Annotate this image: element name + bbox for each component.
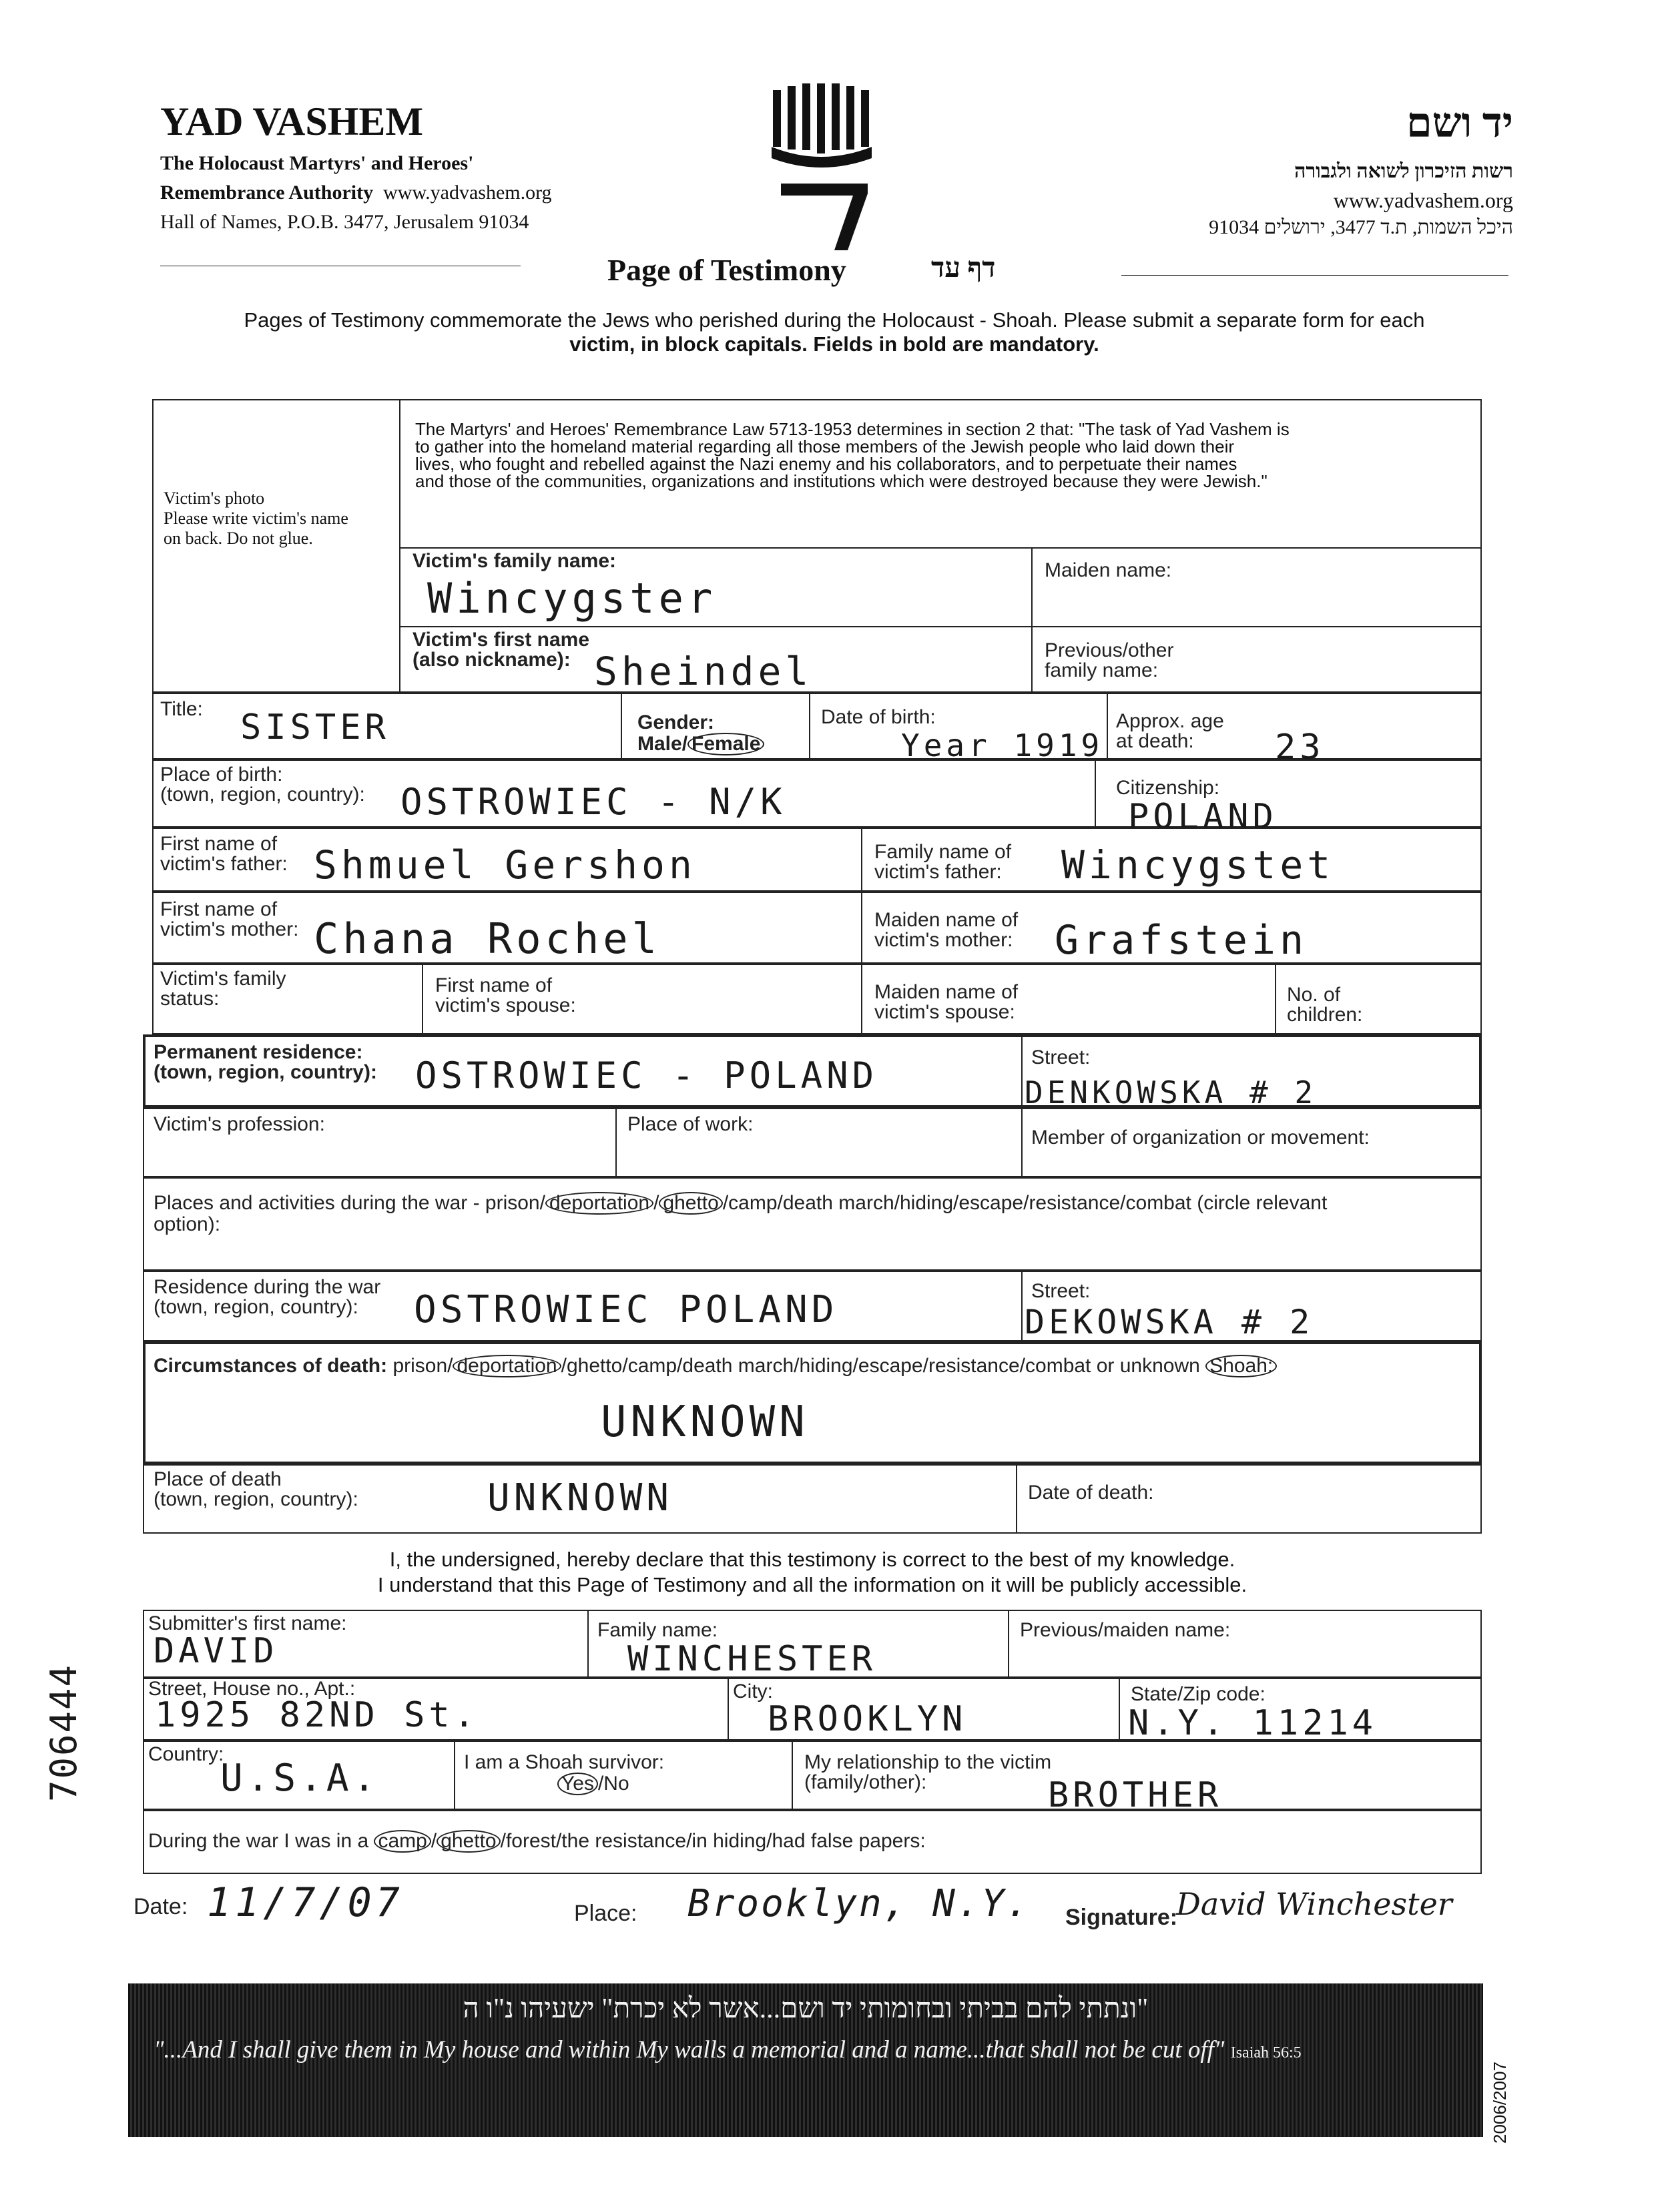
law-text xyxy=(415,420,1290,490)
relation-value[interactable]: BROTHER xyxy=(1048,1775,1223,1815)
name-row-divider xyxy=(399,626,1482,627)
prev-family-label-2: family name: xyxy=(1045,659,1159,681)
circ-label xyxy=(154,1355,1277,1377)
first-name-label-1: Victim's first name xyxy=(412,629,590,651)
activities-ghetto-option[interactable]: ghetto xyxy=(659,1192,722,1215)
father-first-value[interactable]: Shmuel Gershon xyxy=(314,842,696,888)
father-family-label xyxy=(874,842,1011,882)
gender-female-option[interactable]: Female xyxy=(687,733,764,755)
gender-label: Gender: xyxy=(637,711,715,733)
perm-street-label: Street: xyxy=(1031,1046,1091,1068)
gender-field[interactable] xyxy=(637,713,764,755)
law-line-1: The Martyrs' and Heroes' Remembrance Law 5713-1953 determines in section 2 that: "The task of Yad Vashem is xyxy=(415,419,1290,439)
website-he: www.yadvashem.org xyxy=(1333,188,1513,212)
children-label xyxy=(1287,985,1362,1025)
address-he: היכל השמות, ת.ד 3477, ירושלים 91034 xyxy=(1209,216,1513,238)
first-name-label-2: (also nickname): xyxy=(412,649,571,671)
wartime-street-value[interactable]: DEKOWSKA # 2 xyxy=(1025,1303,1314,1341)
during-war-prefix: During the war I was in a xyxy=(148,1830,374,1852)
submitter-street-value[interactable]: 1925 82ND St. xyxy=(155,1695,479,1735)
declaration-line-2: I understand that this Page of Testimony and all the information on it will be publicly accessible. xyxy=(377,1573,1247,1596)
submitter-state-value[interactable]: N.Y. 11214 xyxy=(1128,1703,1378,1743)
mother-maiden-value[interactable]: Grafstein xyxy=(1055,917,1308,964)
org-name-en: YAD VASHEM xyxy=(160,99,424,143)
mother-first-value[interactable]: Chana Rochel xyxy=(314,914,661,963)
mother-first-label xyxy=(160,900,298,940)
yad-vashem-logo-icon xyxy=(768,83,888,260)
footer-hebrew-quote: "ונתתי להם בביתי ובחומותי יד ושם...אשר לא יכרת" ישעיהו נ"ו ה xyxy=(463,1993,1149,2024)
place-label: Place: xyxy=(574,1901,637,1926)
member-label: Member of organization or movement: xyxy=(1031,1127,1370,1149)
photo-area[interactable] xyxy=(164,489,348,549)
photo-divider xyxy=(399,399,400,693)
survivor-no-option[interactable]: /No xyxy=(597,1773,629,1795)
gender-male-option[interactable]: Male/ xyxy=(637,733,688,755)
relation-label xyxy=(804,1753,1051,1793)
circ-deportation-option[interactable]: deportation xyxy=(453,1355,561,1377)
place-death-value[interactable]: UNKNOWN xyxy=(487,1476,673,1520)
spouse-first-label-1: First name of xyxy=(435,974,553,996)
pob-label-1: Place of birth: xyxy=(160,763,283,786)
mother-first-label-2: victim's mother: xyxy=(160,918,299,940)
family-name-value[interactable]: Wincygster xyxy=(427,574,717,623)
law-line-4: and those of the communities, organizations and institutions which were destroyed because they were Jewish." xyxy=(415,471,1268,491)
survivor-label: I am a Shoah survivor: xyxy=(464,1751,665,1773)
profession-label: Victim's profession: xyxy=(154,1113,325,1135)
date-value[interactable]: 11/7/07 xyxy=(207,1879,404,1926)
footer-english-line xyxy=(154,2036,1302,2064)
during-war-suffix: /forest/the resistance/in hiding/had false papers: xyxy=(500,1830,926,1852)
perm-street-value[interactable]: DENKOWSKA # 2 xyxy=(1025,1074,1318,1111)
circ-label-bold: Circumstances of death: xyxy=(154,1355,388,1377)
law-line-2: to gather into the homeland material regarding all those members of the Jewish people who laid down their xyxy=(415,436,1235,456)
father-family-value[interactable]: Wincygstet xyxy=(1061,842,1335,888)
circ-prefix: prison/ xyxy=(392,1355,453,1377)
activities-separator: / xyxy=(653,1192,659,1214)
law-divider xyxy=(399,547,1482,549)
place-death-label-2: (town, region, country): xyxy=(154,1488,358,1510)
law-line-3: lives, who fought and rebelled against the Nazi enemy and his collaborators, and to perpetuate their names xyxy=(415,454,1237,474)
authority-he: רשות הזיכרון לשואה ולגבורה xyxy=(1294,160,1513,182)
authority-name: Remembrance Authority xyxy=(160,182,374,204)
pob-value[interactable]: OSTROWIEC - N/K xyxy=(400,781,786,823)
name-col-divider xyxy=(1031,547,1033,693)
spouse-maiden-label xyxy=(874,982,1018,1022)
father-first-label xyxy=(160,834,288,874)
authority-line-2 xyxy=(160,182,552,204)
spouse-maiden-label-1: Maiden name of xyxy=(874,981,1019,1003)
place-death-label xyxy=(154,1470,358,1510)
org-name-he: יד ושם xyxy=(1406,101,1513,146)
submitter-state-label: State/Zip code: xyxy=(1131,1683,1266,1705)
intro-line-1: Pages of Testimony commemorate the Jews who perished during the Holocaust - Shoah. Please submit a separate form for each xyxy=(244,308,1425,332)
circ-shoah-option[interactable]: Shoah: xyxy=(1205,1355,1277,1377)
perm-res-label-1: Permanent residence: xyxy=(154,1041,363,1063)
father-family-label-1: Family name of xyxy=(874,841,1012,863)
photo-label-2: Please write victim's name xyxy=(164,509,348,528)
relation-label-2: (family/other): xyxy=(804,1771,927,1793)
submitter-city-label: City: xyxy=(733,1680,773,1702)
wartime-res-label-1: Residence during the war xyxy=(154,1276,381,1298)
intro-line-2: victim, in block capitals. Fields in bold are mandatory. xyxy=(569,332,1099,356)
age-label-1: Approx. age xyxy=(1116,710,1224,732)
website-en: www.yadvashem.org xyxy=(383,182,552,204)
circ-value[interactable]: UNKNOWN xyxy=(601,1397,809,1447)
mother-first-label-1: First name of xyxy=(160,898,278,920)
activities-label xyxy=(154,1192,1327,1235)
age-value[interactable]: 23 xyxy=(1275,727,1325,767)
date-death-label: Date of death: xyxy=(1028,1482,1154,1504)
wartime-res-label xyxy=(154,1277,380,1317)
father-family-label-2: victim's father: xyxy=(874,861,1002,883)
citizenship-label: Citizenship: xyxy=(1116,777,1220,799)
footer-citation: Isaiah 56:5 xyxy=(1230,2044,1302,2062)
perm-res-label xyxy=(154,1042,377,1082)
footer-english-quote: "...And I shall give them in My house and within My walls a memorial and a name...that shall not be cut off" xyxy=(154,2036,1225,2064)
date-label: Date: xyxy=(133,1894,188,1919)
signature-label: Signature: xyxy=(1065,1905,1178,1930)
margin-number: 706444 xyxy=(43,1663,85,1802)
form-title-he: דף עד xyxy=(931,253,996,284)
during-war-label xyxy=(148,1830,926,1853)
spouse-first-label xyxy=(435,976,576,1016)
photo-label-1: Victim's photo xyxy=(164,489,265,508)
submitter-first-label: Submitter's first name: xyxy=(148,1612,347,1634)
form-title-en: Page of Testimony xyxy=(607,253,846,287)
title-label: Title: xyxy=(160,698,203,720)
first-name-label xyxy=(412,630,589,670)
family-status-label-1: Victim's family xyxy=(160,968,286,990)
submitter-prev-label: Previous/maiden name: xyxy=(1020,1619,1231,1641)
children-label-2: children: xyxy=(1287,1004,1363,1026)
father-first-label-2: victim's father: xyxy=(160,853,288,875)
relation-label-1: My relationship to the victim xyxy=(804,1751,1052,1773)
activities-prefix: Places and activities during the war - prison/ xyxy=(154,1192,545,1214)
father-first-label-1: First name of xyxy=(160,833,278,855)
intro-text xyxy=(167,308,1502,356)
photo-label-3: on back. Do not glue. xyxy=(164,529,313,548)
prev-family-label xyxy=(1045,641,1173,681)
form-code: 2006/2007 xyxy=(1490,2062,1510,2144)
survivor-field[interactable] xyxy=(464,1753,664,1795)
submitter-street-label: Street, House no., Apt.: xyxy=(148,1678,356,1700)
row-family-status xyxy=(152,964,1482,1034)
survivor-yes-option[interactable]: Yes xyxy=(557,1773,598,1795)
family-status-label xyxy=(160,969,286,1009)
prev-family-label-1: Previous/other xyxy=(1045,639,1174,661)
spouse-first-label-2: victim's spouse: xyxy=(435,994,576,1016)
during-war-ghetto-option[interactable]: ghetto xyxy=(437,1830,500,1853)
submitter-country-label: Country: xyxy=(148,1743,224,1765)
wartime-res-label-2: (town, region, country): xyxy=(154,1296,358,1318)
family-name-label: Victim's family name: xyxy=(412,550,617,572)
title-value[interactable]: SISTER xyxy=(240,707,390,747)
pob-label xyxy=(160,765,365,805)
children-label-1: No. of xyxy=(1287,984,1341,1006)
signature-value[interactable]: David Winchester xyxy=(1176,1886,1452,1922)
mother-maiden-label-2: victim's mother: xyxy=(874,929,1013,951)
dob-value[interactable]: Year 1919 xyxy=(901,727,1104,763)
submitter-first-value[interactable]: DAVID xyxy=(154,1631,278,1671)
activities-deportation-option[interactable]: deportation xyxy=(545,1192,653,1215)
spouse-maiden-label-2: victim's spouse: xyxy=(874,1001,1015,1023)
submitter-country-value[interactable]: U.S.A. xyxy=(220,1757,380,1800)
maiden-name-label: Maiden name: xyxy=(1045,559,1172,581)
authority-line-1: The Holocaust Martyrs' and Heroes' xyxy=(160,152,474,174)
family-status-label-2: status: xyxy=(160,988,220,1010)
during-war-separator: / xyxy=(431,1830,437,1852)
mother-maiden-label xyxy=(874,910,1018,950)
citizenship-value[interactable]: POLAND xyxy=(1128,797,1278,837)
age-label-2: at death: xyxy=(1116,730,1194,752)
circ-suffix: /ghetto/camp/death march/hiding/escape/resistance/combat or unknown xyxy=(561,1355,1200,1377)
activities-suffix: /camp/death march/hiding/escape/resistance/combat (circle relevant xyxy=(722,1192,1328,1214)
perm-res-label-2: (town, region, country): xyxy=(154,1061,377,1083)
submitter-family-value[interactable]: WINCHESTER xyxy=(627,1639,877,1679)
activities-label-line-2: option): xyxy=(154,1213,221,1235)
mother-maiden-label-1: Maiden name of xyxy=(874,909,1019,931)
declaration-line-1: I, the undersigned, hereby declare that this testimony is correct to the best of my knowledge. xyxy=(389,1548,1235,1571)
submitter-city-value[interactable]: BROOKLYN xyxy=(768,1699,967,1739)
perm-res-value[interactable]: OSTROWIEC - POLAND xyxy=(415,1054,878,1097)
during-war-camp-option[interactable]: camp xyxy=(374,1830,431,1853)
first-name-value[interactable]: Sheindel xyxy=(594,649,813,694)
pob-label-2: (town, region, country): xyxy=(160,784,365,806)
dob-label: Date of birth: xyxy=(821,706,936,728)
place-value[interactable]: Brooklyn, N.Y. xyxy=(687,1882,1031,1925)
header-rule-right xyxy=(1121,275,1508,276)
wartime-street-label: Street: xyxy=(1031,1280,1091,1302)
submitter-family-label: Family name: xyxy=(597,1619,718,1641)
declaration xyxy=(143,1547,1482,1598)
work-label: Place of work: xyxy=(627,1113,754,1135)
place-death-label-1: Place of death xyxy=(154,1468,282,1490)
wartime-res-value[interactable]: OSTROWIEC POLAND xyxy=(414,1288,838,1331)
age-label xyxy=(1116,711,1224,751)
address-en: Hall of Names, P.O.B. 3477, Jerusalem 91034 xyxy=(160,211,529,233)
